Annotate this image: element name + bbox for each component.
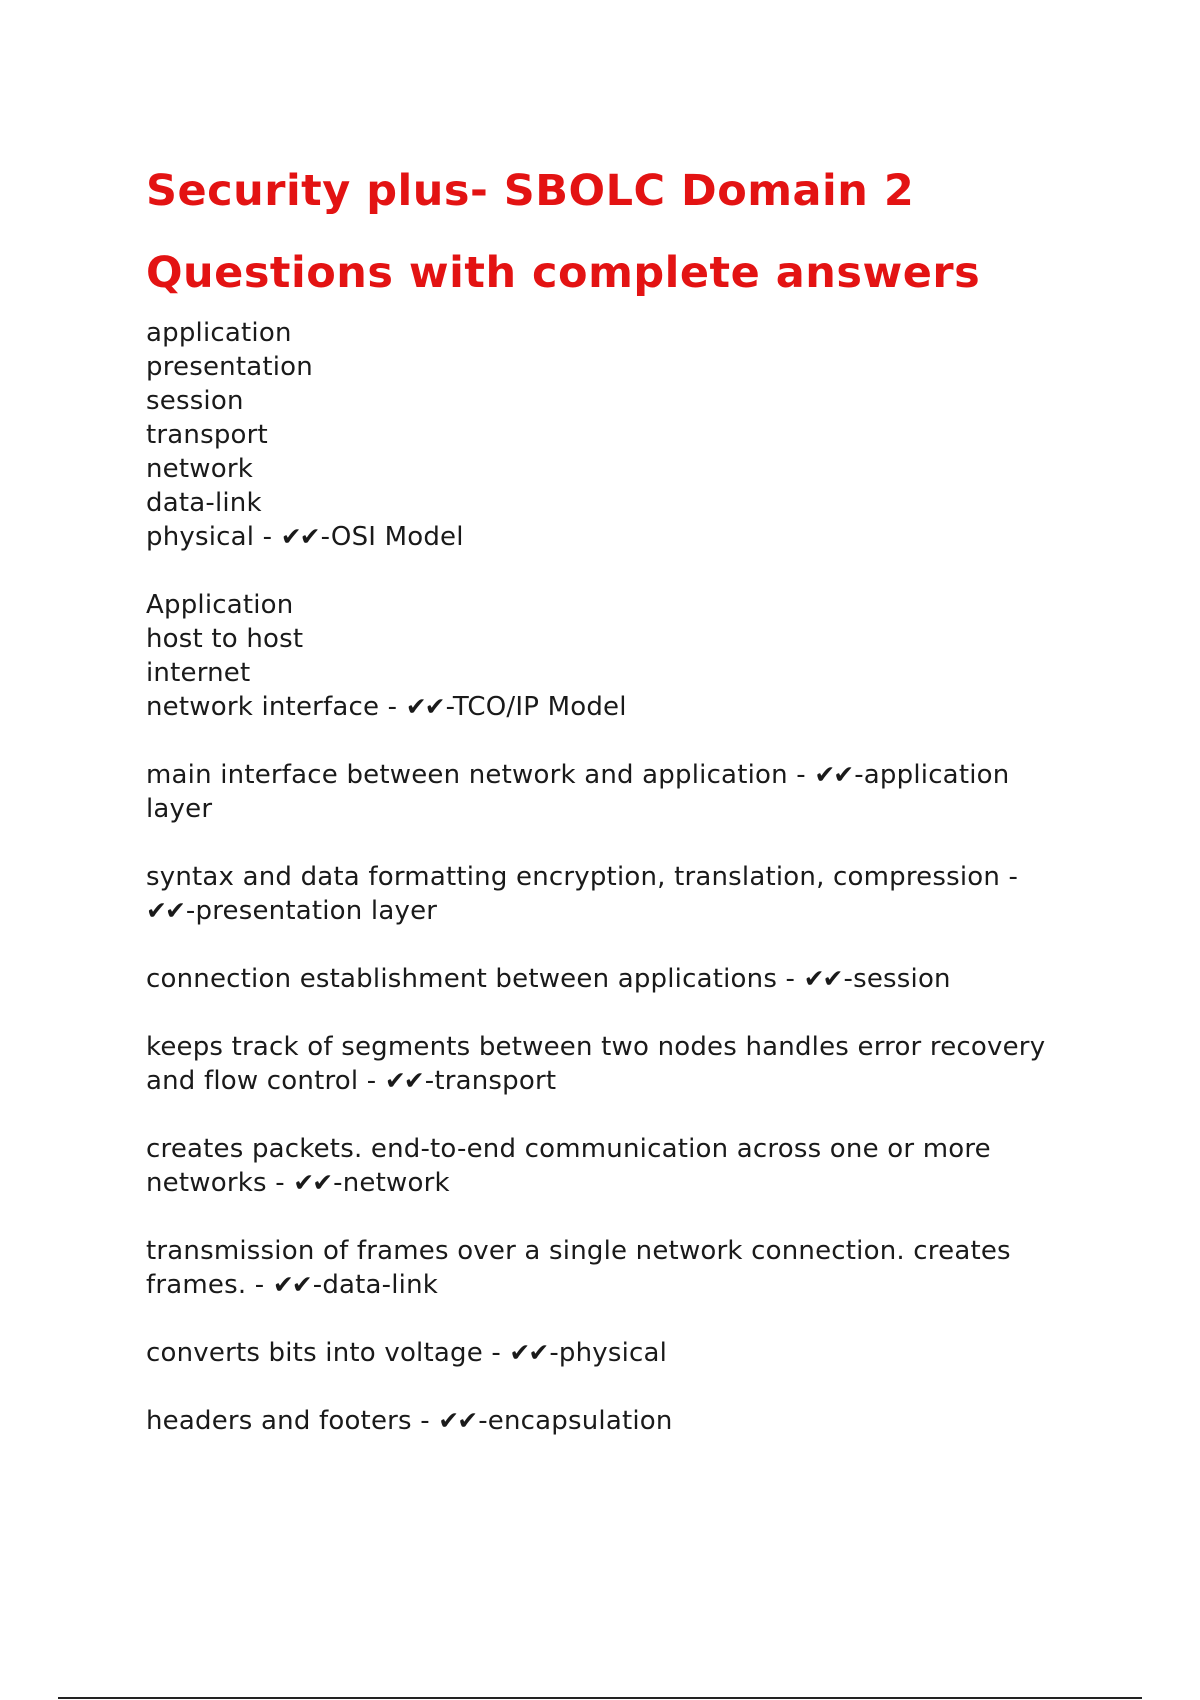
answer-text: -transport	[424, 1066, 557, 1096]
qa-item	[146, 860, 1076, 928]
title-line-2: Questions with complete answers	[146, 248, 981, 298]
title-line-1: Security plus- SBOLC Domain 2	[146, 166, 915, 216]
question-text: keeps track of segments between two nodes handles error recovery and flow control -	[146, 1032, 1046, 1096]
double-check-icon: ✔✔	[438, 1406, 477, 1435]
document-content	[146, 150, 1076, 1472]
double-check-icon: ✔✔	[280, 522, 319, 551]
question-line: application	[146, 318, 292, 348]
question-text: creates packets. end-to-end communication across one or more networks -	[146, 1134, 991, 1198]
question-line: Application	[146, 590, 294, 620]
qa-item	[146, 962, 1076, 996]
question-text: connection establishment between applications -	[146, 964, 804, 994]
question-line: host to host	[146, 624, 304, 654]
answer-text: -presentation layer	[185, 896, 438, 926]
double-check-icon: ✔✔	[272, 1270, 311, 1299]
question-line: data-link	[146, 488, 262, 518]
qa-item	[146, 1132, 1076, 1200]
double-check-icon: ✔✔	[509, 1338, 548, 1367]
question-text: network interface -	[146, 692, 406, 722]
qa-item	[146, 1234, 1076, 1302]
qa-item	[146, 1336, 1076, 1370]
footer-divider	[58, 1697, 1142, 1699]
qa-item	[146, 316, 1076, 554]
double-check-icon: ✔✔	[405, 692, 444, 721]
qa-item	[146, 1404, 1076, 1438]
answer-text: -session	[843, 964, 951, 994]
question-text: syntax and data formatting encryption, translation, compression -	[146, 862, 1019, 892]
qa-item	[146, 758, 1076, 826]
question-line: internet	[146, 658, 251, 688]
question-text: headers and footers -	[146, 1406, 439, 1436]
answer-text: -application layer	[146, 760, 1010, 824]
question-line: presentation	[146, 352, 313, 382]
double-check-icon: ✔✔	[814, 760, 853, 789]
double-check-icon: ✔✔	[146, 896, 184, 925]
document-title	[146, 150, 1076, 314]
answer-text: -OSI Model	[320, 522, 464, 552]
qa-item	[146, 1030, 1076, 1098]
question-text: physical -	[146, 522, 281, 552]
qa-list	[146, 316, 1076, 1438]
double-check-icon: ✔✔	[803, 964, 842, 993]
question-text: converts bits into voltage -	[146, 1338, 510, 1368]
double-check-icon: ✔✔	[384, 1066, 423, 1095]
answer-text: -physical	[549, 1338, 668, 1368]
double-check-icon: ✔✔	[293, 1168, 332, 1197]
answer-text: -encapsulation	[478, 1406, 673, 1436]
answer-text: -TCO/IP Model	[445, 692, 627, 722]
question-line: session	[146, 386, 244, 416]
answer-text: -data-link	[312, 1270, 439, 1300]
question-line: network	[146, 454, 253, 484]
question-text: transmission of frames over a single network connection. creates frames. -	[146, 1236, 1011, 1300]
question-line: transport	[146, 420, 268, 450]
question-text: main interface between network and application -	[146, 760, 815, 790]
answer-text: -network	[333, 1168, 450, 1198]
qa-item	[146, 588, 1076, 724]
